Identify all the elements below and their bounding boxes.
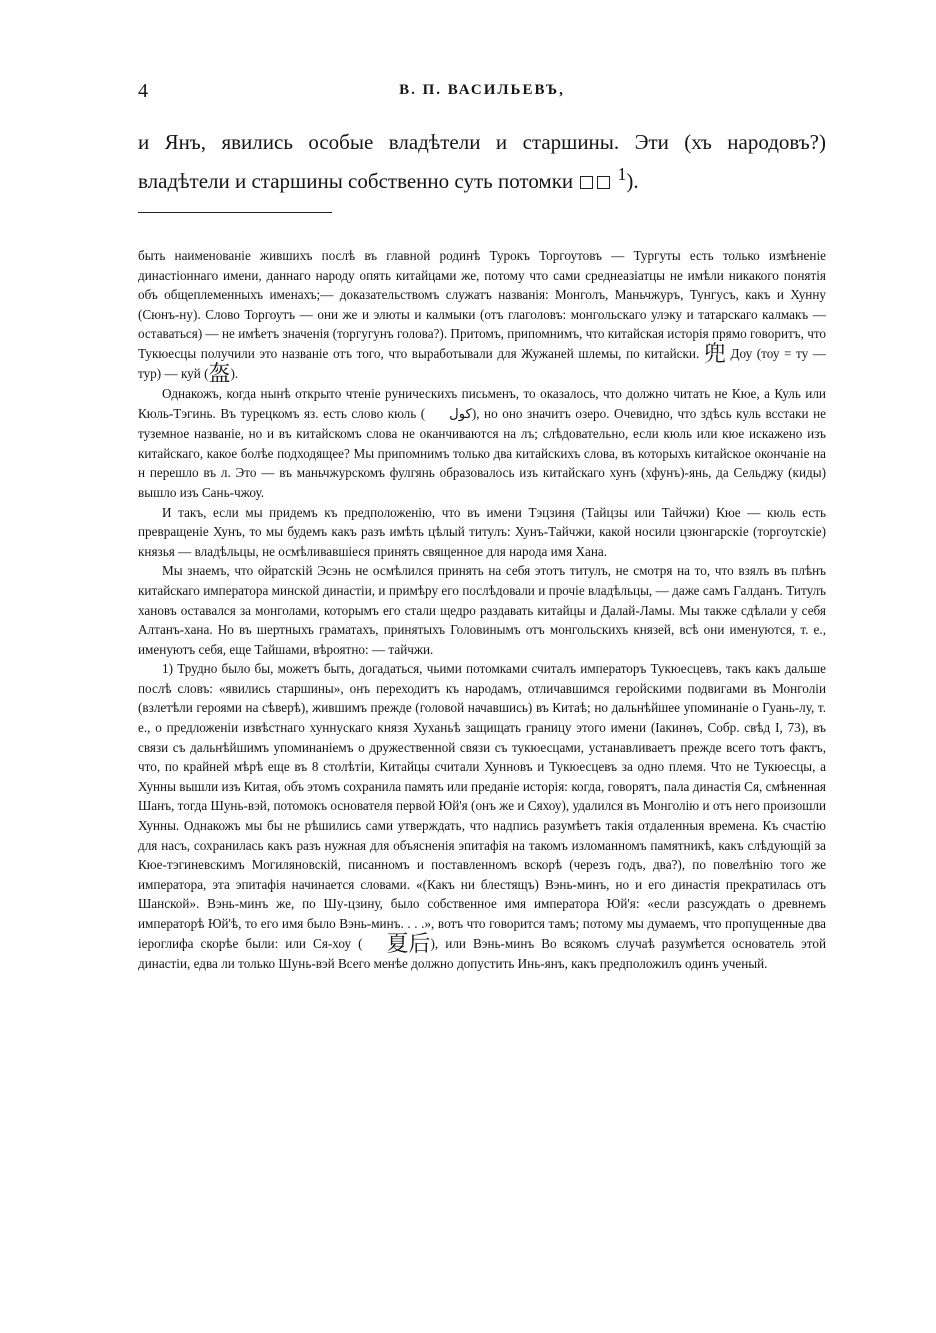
running-head: В. П. ВАСИЛЬЕВЪ, xyxy=(399,82,565,98)
page-number: 4 xyxy=(138,80,148,102)
note-paragraph xyxy=(138,503,826,562)
main-paragraph xyxy=(138,126,826,197)
note-paragraph xyxy=(138,561,826,659)
main-text-end: ). xyxy=(626,169,639,193)
note-text: И такъ, если мы придемъ къ предположенію, что въ имени Тэцзиня (Тайцзы или Тайчжи) Кюе — кюль есть превращеніе Хунъ, то мы будемъ какъ разъ имѣть цѣлый титулъ: Хунъ-Тайчжи, какой носили цзюнгарскіе (торгоутскіе) князья — владѣльцы, не осмѣливавшіеся принять священное для народа имя Хана. xyxy=(138,504,826,559)
footnote-text: ), или Вэнь-минъ Во всякомъ случаѣ разумѣется основатель этой династіи, едва ли только Шунь-вэй Всего менѣе должно допустить Инь-янъ, какъ предположилъ одинъ ученый. xyxy=(138,935,826,971)
note-paragraph xyxy=(138,246,827,387)
notes-block xyxy=(138,246,826,973)
page-header xyxy=(138,80,826,106)
missing-character-box xyxy=(597,176,610,189)
footnote-mark: 1 xyxy=(617,164,627,184)
chinese-character: 兜 xyxy=(703,341,726,367)
chinese-character: 盔 xyxy=(208,361,231,387)
chinese-characters: 夏后 xyxy=(386,931,431,957)
missing-character-box xyxy=(580,176,593,189)
note-text: Доу (тоу = ту — тур) — куй ( xyxy=(138,345,827,381)
note-text: быть наименованіе жившихъ послѣ въ главной родинѣ Турокъ Торгоутовъ — Тургуты есть только измѣненіе династіоннаго имени, даннаго народу опять китайцами же, потому что сами среднеазіатцы не имѣли никакого понятія объ общеплеменныхъ именахъ;— доказательствомъ служатъ названія: Монголъ, Маньчжуръ, Тунгусъ, какъ и Хунну (Сюнъ-ну). Слово Торгоутъ — они же и элюты и калмыки (отъ глаголовъ: монгольскаго улэку и татарскаго калмакъ — оставаться) — не имѣетъ значенія (торгугунъ голова?). Притомъ, припомнимъ, что китайская исторія прямо говоритъ, что Тукюесцы получили это названіе отъ того, что выработывали для Жужаней шлемы, по китайски. xyxy=(138,248,827,361)
arabic-word: كول xyxy=(449,406,472,422)
note-text: Мы знаемъ, что ойратскій Эсэнь не осмѣлился принять на себя этотъ титулъ, не смотря на то, что взялъ въ плѣнъ китайскаго императора минской династіи, и примѣру его послѣдовали и прочіе владѣльцы, — даже самъ Галданъ. Титулъ хановъ оставался за монголами, которымъ его стали щедро раздавать китайцы и Далай-Ламы. Мы также сдѣлали у себя Алтанъ-хана. Но въ шертныхъ граматахъ, принятыхъ Головинымъ отъ монгольскихъ князей, всѣ они именуются, т. е., именуютъ себя, еще Тайшами, вѣроятно: — тайчжи. xyxy=(138,563,826,657)
note-text: ), но оно значитъ озеро. Очевидно, что здѣсь куль всстаки не туземное названіе, но и въ китайскомъ слова не оканчиваются на лъ; слѣдовательно, если кюль или кюе искажено изъ китайскаго, какое болѣе подходящее? Мы припомнимъ только два китайскихъ слова, въ которыхъ китайское окончаніе на н перешло въ л. Это — въ маньчжурскомъ фулгянь образовалось изъ китайскаго хунъ (хфунъ)-янь, да Сельджу (киды) вышло изъ Сань-чжоу. xyxy=(138,405,827,500)
footnote-1 xyxy=(138,659,826,973)
footnote-separator xyxy=(138,212,332,213)
main-text-body: и Янъ, явились особые владѣтели и старшины. Эти (хъ народовъ?) владѣтели и старшины собственно суть потомки xyxy=(138,130,826,193)
note-paragraph xyxy=(138,384,826,503)
note-text: Однакожъ, когда нынѣ открыто чтеніе руническихъ письменъ, то оказалось, что должно читать не Кюе, а Куль или Кюль-Тэгинь. Въ турецкомъ яз. есть слово кюль ( xyxy=(138,385,826,421)
note-text: ). xyxy=(230,365,239,381)
main-text xyxy=(138,126,826,197)
footnote-text: 1) Трудно было бы, можетъ быть, догадаться, чьими потомками считалъ императоръ Тукюесцевъ, такъ какъ дальше послѣ словъ: «явились старшины», онъ переходитъ къ народамъ, отличавшимся геройскими подвигами въ Монголіи (взлетѣли героями на сѣверѣ), жившимъ прежде (головой начавшись) въ Китаѣ; но дальнѣйшее упоминаніе о Гуань-лу, т. е., о предложеніи извѣстнаго хуннускаго князя Хуханьѣ защищать границу этого имени (Іакинѳъ, Собр. свѣд I, 73), въ связи съ дальнѣйшимъ упоминаніемъ о дружественной связи съ тукюесцами, устанавливаетъ прежде всего тотъ фактъ, что, по крайней мѣрѣ еще въ 8 столѣтіи, Китайцы считали Хунновъ и Тукюесцевъ за одно племя. Что не Тукюесцы, а Хунны вышли изъ Китая, объ этомъ сохранила память или преданіе исторія: когда, говорятъ, пала династія Ся, смѣненная Шанъ, тогда Шунь-вэй, потомокъ основателя первой Юй'я (онъ же и Сяхоу), удалился въ Монголію и отъ него произошли Хунны. Однакожъ мы бы не рѣшились сами утверждать, что надпись разумѣетъ такія отдаленныя времена. Къ счастію для насъ, сохранилась какъ разъ нужная для объясненія эпитафія на такомъ изломанномъ памятникѣ, какъ слѣдующій за Кюе-тэгиневскимъ Могиляновскій, писанномъ и поставленномъ вскорѣ (черезъ годъ, два?), по повелѣнію того же императора, эта эпитафія начинается словами. «(Какъ ни блестящъ) Вэнь-минъ, но и его династія прекратилась отъ Шанской». Вэнь-минъ же, по Шу-цзину, было собственное имя императора Юй'я: «если разсуждать о древнемъ императорѣ Юй'ѣ, то его имя было Вэнь-минъ. . . .», вотъ что говорится тамъ; потому мы думаемъ, что пропущенные два іероглифа скорѣе были: или Ся-хоу ( xyxy=(138,661,826,951)
